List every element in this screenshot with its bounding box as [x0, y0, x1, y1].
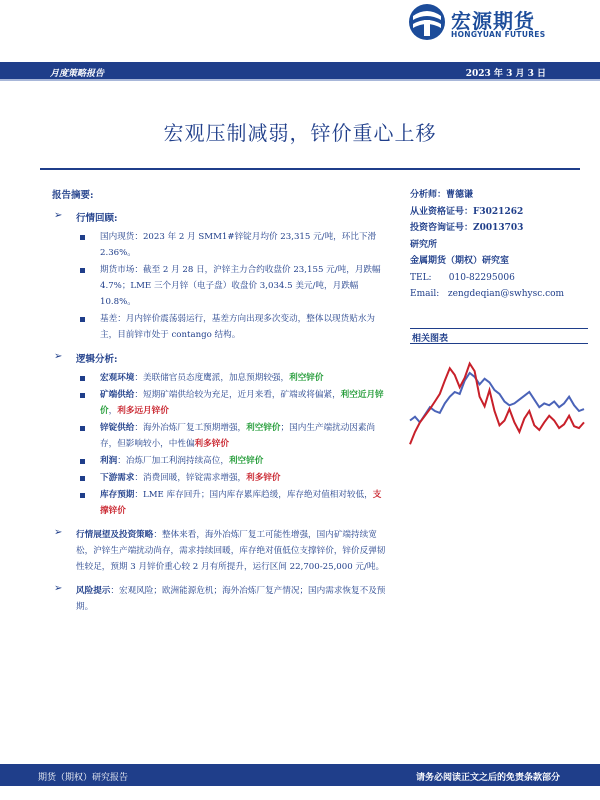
bullet-icon	[80, 393, 85, 398]
section-review	[52, 210, 388, 343]
report-title: 宏观压制减弱，锌价重心上移	[163, 121, 437, 145]
outlook-text: ：整体来看，海外冶炼厂复工可能性增强，国内矿端持续宽松，沪锌生产端扰动尚存，需求持续回暖，库存绝对值低位支撑锌价，锌价反弹韧性较足，预期 3 月锌价重心较 2 月有所提升，运行区间 22,700-25,000 元/吨。	[76, 530, 386, 572]
bullet-icon	[80, 459, 85, 464]
analyst-name: 分析师：曹德谦	[410, 190, 474, 200]
logo-mark-icon	[407, 2, 447, 42]
company-logo	[407, 2, 557, 42]
report-date: 2023 年 3 月 3 日	[465, 69, 546, 79]
report-type: 月度策略报告	[50, 69, 105, 79]
analyst-info	[410, 187, 585, 303]
logo-name-en: HONGYUAN FUTURES	[451, 30, 546, 39]
bullet-icon	[80, 476, 85, 481]
section-title: 行情展望及投资策略	[76, 530, 154, 540]
arrow-icon: ➢	[54, 583, 63, 594]
section-logic	[52, 351, 388, 519]
investment-cert: 投资咨询证号：Z0013703	[410, 223, 524, 233]
series-line-0	[410, 373, 584, 422]
risk-text: ：宏观风险；欧洲能源危机；海外冶炼厂复产情况；国内需求恢复不及预期。	[76, 586, 386, 612]
list-item: 矿端供给：短期矿端供给较为充足，近月来看，矿端或将偏紧，利空近月锌价，利多远月锌价	[76, 387, 388, 419]
header-bar	[0, 62, 600, 81]
arrow-icon: ➢	[54, 351, 63, 362]
section-outlook	[52, 527, 388, 575]
list-item: 宏观环境：美联储官员态度鹰派，加息预期较强，利空锌价	[76, 370, 388, 386]
bullet-icon	[80, 268, 85, 273]
section-risk	[52, 583, 388, 615]
list-item: 锌锭供给：海外冶炼厂复工预期增强，利空锌价；国内生产端扰动因素尚存，但影响较小，中性偏利多锌价	[76, 420, 388, 452]
footer-bar	[0, 764, 600, 786]
bullet-icon	[80, 376, 85, 381]
bullet-icon	[80, 317, 85, 322]
list-item: 国内现货：2023 年 2 月 SMM1#锌锭月均价 23,315 元/吨，环比下滑 2.36%。	[76, 229, 388, 261]
list-item: 期货市场：截至 2 月 28 日，沪锌主力合约收盘价 23,155 元/吨，月跌幅 4.7%；LME 三个月锌（电子盘）收盘价 3,034.5 美元/吨，月跌幅 10.8%。	[76, 262, 388, 310]
logo-name-cn: 宏源期货	[451, 9, 535, 33]
list-item: 基差：月内锌价震荡弱运行，基差方向出现多次变动，整体以现货贴水为主，目前锌市处于 contango 结构。	[76, 311, 388, 343]
list-item: 库存预期：LME 库存回升；国内库存累库趋缓，库存绝对值相对较低，支撑锌价	[76, 487, 388, 519]
section-title: 逻辑分析:	[76, 354, 118, 365]
email: Email: zengdeqian@swhysc.com	[410, 289, 565, 299]
bullet-icon	[80, 426, 85, 431]
telephone: TEL: 010-82295006	[410, 272, 515, 283]
footer-left: 期货（期权）研究报告	[38, 773, 129, 783]
qualification-cert: 从业资格证号：F3021262	[410, 206, 524, 217]
research-office: 金属期货（期权）研究室	[410, 256, 510, 266]
arrow-icon: ➢	[54, 210, 63, 221]
related-charts-header: 相关图表	[410, 328, 588, 344]
list-item: 下游需求：消费回暖，锌锭需求增强，利多锌价	[76, 470, 388, 486]
footer-disclaimer: 请务必阅读正文之后的免责条款部分	[415, 773, 560, 783]
report-summary	[52, 187, 388, 623]
email-link[interactable]: zengdeqian@swhysc.com	[447, 289, 565, 299]
arrow-icon: ➢	[54, 527, 63, 538]
price-chart	[408, 350, 586, 455]
department: 研究所	[410, 239, 438, 250]
bullet-icon	[80, 493, 85, 498]
list-item: 利润：冶炼厂加工利润持续高位，利空锌价	[76, 453, 388, 469]
series-line-1	[410, 364, 584, 445]
section-title: 行情回顾:	[76, 213, 118, 224]
summary-label: 报告摘要:	[52, 190, 94, 201]
bullet-icon	[80, 235, 85, 240]
section-title: 风险提示	[76, 586, 111, 596]
title-divider	[40, 168, 580, 170]
